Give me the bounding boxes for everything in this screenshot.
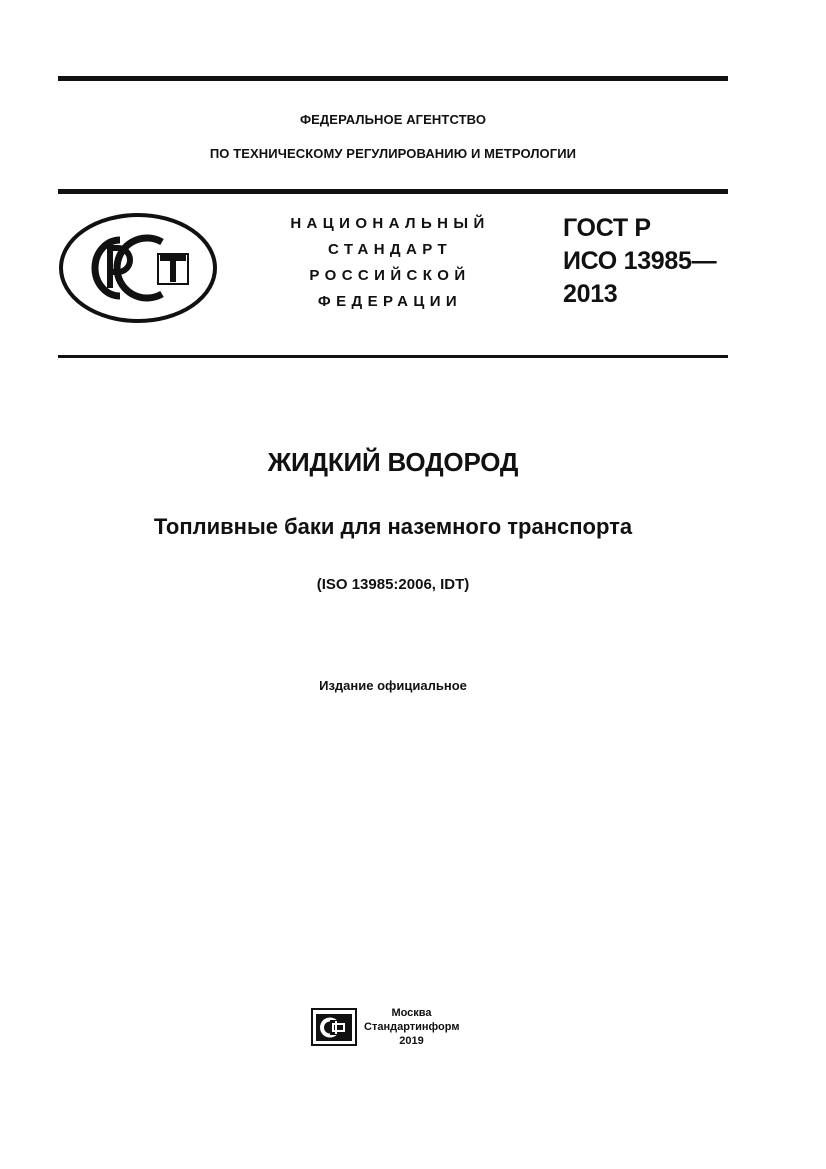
agency-name-line-2: ПО ТЕХНИЧЕСКОМУ РЕГУЛИРОВАНИЮ И МЕТРОЛОГИИ [209,146,577,161]
standard-type-line-1: НАЦИОНАЛЬНЫЙ [290,215,490,232]
top-rule [58,76,728,81]
designation-line-1: ГОСТ Р [563,214,651,242]
publisher-name: Стандартинформ [364,1021,460,1033]
iso-reference: (ISO 13985:2006, IDT) [316,576,470,593]
rst-certification-logo-icon [58,212,218,324]
standard-type-block [270,211,510,315]
standard-type-line-3: РОССИЙСКОЙ [309,267,471,284]
middle-rule [58,189,728,194]
document-subtitle: Топливные баки для наземного транспорта [153,514,633,539]
agency-name-line-1: ФЕДЕРАЛЬНОЕ АГЕНТСТВО [299,112,487,127]
standard-type-line-2: СТАНДАРТ [327,241,453,258]
standard-type-line-4: ФЕДЕРАЦИИ [317,293,463,310]
designation-line-2: ИСО 13985— [563,247,717,275]
publisher-block [364,1006,459,1048]
standartinform-logo-icon [311,1008,357,1046]
publisher-year: 2019 [399,1035,424,1047]
edition-label: Издание официальное [319,678,467,693]
standard-designation [563,212,716,311]
document-title: ЖИДКИЙ ВОДОРОД [267,447,519,477]
designation-line-3: 2013 [563,280,618,308]
publisher-city: Москва [391,1007,432,1019]
bottom-rule [58,355,728,358]
